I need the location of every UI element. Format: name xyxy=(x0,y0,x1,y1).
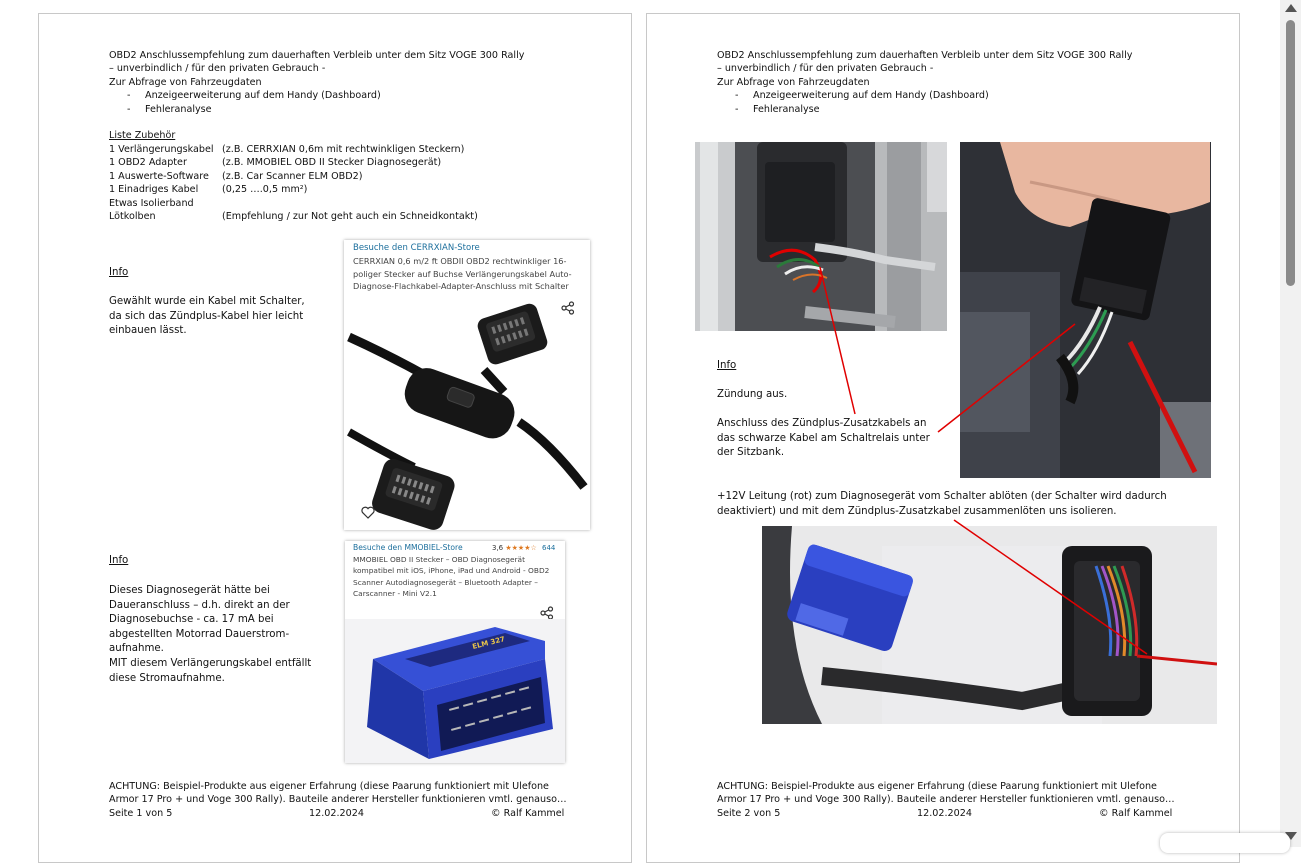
arrow-to-connector xyxy=(938,324,1075,432)
document-page-2: OBD2 Anschlussempfehlung zum dauerhaften Verbleib unter dem Sitz VOGE 300 Rally – unverbindlich / für den privaten Gebrauch - Zur Abfrage von Fahrzeugdaten - Anzeigeerweiterung auf dem Handy (Dashboard) - Fehleranalyse Info Zündung aus. Anschluss des Zündplus-Zusatzkabels an das schwarze Kabel am Schaltrelais unter der Sitzbank. +12V Leitung (rot) zum Diagnosegerät vom Schalter ablöten (der Schalter wird dadurch deaktiviert) und mit dem Zündplus-Zusatzkabel zusammenlöten uns isolieren. ACHTUNG: Beispiel-Produkte aus eigener Erfahrung (diese Paarung funktioniert mit Ulefone Armor 17 Pro + und Voge 300 Rally). Bauteile anderer Hersteller funktionieren vmtl. genauso… Seite 2 von 5 12.02.2024 © Ralf Kammel xyxy=(646,13,1240,863)
parts-row: Etwas Isolierband xyxy=(109,197,194,209)
ignition-note: Zündung aus. xyxy=(717,389,788,400)
review-count[interactable]: 644 xyxy=(542,544,556,552)
vertical-scrollbar[interactable] xyxy=(1280,0,1301,847)
parts-row: 1 Verlängerungskabel (z.B. CERRXIAN 0,6m mit rechtwinkligen Steckern) xyxy=(109,144,465,155)
footer-author: © Ralf Kammel xyxy=(491,808,565,819)
doc-purpose: Zur Abfrage von Fahrzeugdaten xyxy=(717,77,870,88)
annotation-arrows xyxy=(647,14,1241,864)
bottom-toolbar-popup[interactable] xyxy=(1160,833,1290,853)
doc-subtitle: – unverbindlich / für den privaten Gebrauch - xyxy=(109,63,326,74)
doc-title: OBD2 Anschlussempfehlung zum dauerhaften Verbleib unter dem Sitz VOGE 300 Rally xyxy=(109,50,525,61)
solder-note: +12V Leitung (rot) zum Diagnosegerät vom Schalter ablöten (der Schalter wird dadurch deaktiviert) und mit dem Zündplus-Zusatzkabel zusammenlöten uns isolieren. xyxy=(717,491,1167,517)
product-card-mmobiel xyxy=(345,541,565,763)
info-heading: Info xyxy=(109,267,129,278)
product-card-cerrxian xyxy=(344,240,590,530)
parts-list xyxy=(109,143,478,223)
obd-adapter-image xyxy=(345,619,565,763)
heart-icon[interactable] xyxy=(361,506,375,519)
doc-purpose: Zur Abfrage von Fahrzeugdaten xyxy=(109,77,262,88)
product-description: CERRXIAN 0,6 m/2 ft OBDII OBD2 rechtwinkliger 16- poliger Stecker auf Buchse Verlängerungskabel Auto- Diagnose-Flachkabel-Adapter-Anschluss mit Schalter xyxy=(353,256,572,292)
document-page-1: OBD2 Anschlussempfehlung zum dauerhaften Verbleib unter dem Sitz VOGE 300 Rally – unverbindlich / für den privaten Gebrauch - Zur Abfrage von Fahrzeugdaten - Anzeigeerweiterung auf dem Handy (Dashboard) - Fehleranalyse Liste Zubehör 1 Verlängerungskabel (z.B. CERRXIAN 0,6m mit rechtwinkligen Steckern) 1 OBD2 Adapter (z.B. MMOBIEL OBD II Stecker Diagnosegerät) 1 Auswerte-Software (z.B. Car Scanner ELM OBD2) 1 Einadriges Kabel (0,25 ….0,5 mm²) Etwas Isolierband Lötkolben (Empfehlung / zur Not geht auch ein Schneidkontakt) Info Gewählt wurde ein Kabel mit Schalter, da sich das Zündplus-Kabel hier leicht einbauen lässt. Besuche den CERRXIAN-Store CERRXIAN 0,6 m/2 ft OBDII OBD2 rechtwinkliger 16- poliger Stecker auf Buchse Verlängerungskabel Auto- Diagnose-Flachkabel-Adapter-Anschluss mit Schalter Info Dieses Diagnosegerät hätte bei Daueranschluss – d.h. direkt an der Diagnosebuchse - ca. 17 mA bei abgestellten Motorrad Dauerstrom- aufnahme. MIT diesem Verlängerungskabel entfällt diese Stromaufnahme. Besuche den MMOBIEL-Store 3,6 ★★★★☆ 644 MMOBIEL OBD II Stecker – OBD Diagnosegerät kompatibel mit iOS, iPhone, iPad und Android - OBD2 Scanner Autodiagnosegerät – Bluetooth Adapter – Carscanner - Mini V2.1 ELM 327 ACHTUNG: Beispiel-Produkte aus eigener Erfahrung (diese Paarung funktioniert mit Ulefone Armor 17 Pro + und Voge 300 Rally). Bauteile anderer Hersteller funktionieren vmtl. genauso… Seite 1 von 5 12.02.2024 © Ralf Kammel xyxy=(38,13,632,863)
store-link[interactable]: Besuche den MMOBIEL-Store xyxy=(353,543,463,552)
info-heading: Info xyxy=(109,555,129,566)
parts-row: 1 OBD2 Adapter (z.B. MMOBIEL OBD II Stecker Diagnosegerät) xyxy=(109,157,442,169)
page-number: Seite 1 von 5 xyxy=(109,808,173,819)
device-label: ELM 327 xyxy=(471,635,506,651)
store-link[interactable]: Besuche den CERRXIAN-Store xyxy=(353,243,480,253)
extension-cable-image xyxy=(344,292,590,530)
footer-warning: ACHTUNG: Beispiel-Produkte aus eigener Erfahrung (diese Paarung funktioniert mit Ulefone Armor 17 Pro + und Voge 300 Rally). Bauteile anderer Hersteller funktionieren vmtl. genauso… xyxy=(109,781,567,806)
share-icon[interactable] xyxy=(540,606,554,620)
scroll-up-icon[interactable] xyxy=(1285,4,1297,12)
connection-note: Anschluss des Zündplus-Zusatzkabels an das schwarze Kabel am Schaltrelais unter der Sitzbank. xyxy=(717,418,930,459)
arrow-to-relay xyxy=(820,267,855,414)
rating-stars: ★★★★☆ xyxy=(505,544,537,552)
footer-date: 12.02.2024 xyxy=(309,808,364,819)
parts-heading: Liste Zubehör xyxy=(109,130,176,141)
footer-date: 12.02.2024 xyxy=(917,808,972,819)
info-text: Gewählt wurde ein Kabel mit Schalter, da sich das Zündplus-Kabel hier leicht einbauen lässt. xyxy=(109,296,305,337)
parts-row: 1 Einadriges Kabel (0,25 ….0,5 mm²) xyxy=(109,184,308,196)
parts-row: Lötkolben (Empfehlung / zur Not geht auch ein Schneidkontakt) xyxy=(109,211,478,223)
product-rating: 3,6 ★★★★☆ 644 xyxy=(492,544,556,552)
parts-row: 1 Auswerte-Software (z.B. Car Scanner ELM OBD2) xyxy=(109,170,363,182)
info-heading: Info xyxy=(717,360,737,371)
page-number: Seite 2 von 5 xyxy=(717,808,781,819)
product-description: MMOBIEL OBD II Stecker – OBD Diagnosegerät kompatibel mit iOS, iPhone, iPad und Android - OBD2 Scanner Autodiagnosegerät – Bluetooth Adapter – Carscanner - Mini V2.1 xyxy=(353,555,550,599)
footer-warning: ACHTUNG: Beispiel-Produkte aus eigener Erfahrung (diese Paarung funktioniert mit Ulefone Armor 17 Pro + und Voge 300 Rally). Bauteile anderer Hersteller funktionieren vmtl. genauso… xyxy=(717,781,1175,806)
doc-subtitle: – unverbindlich / für den privaten Gebrauch - xyxy=(717,63,934,74)
footer-author: © Ralf Kammel xyxy=(1099,808,1173,819)
arrow-to-solder-joint xyxy=(954,520,1147,654)
doc-title: OBD2 Anschlussempfehlung zum dauerhaften Verbleib unter dem Sitz VOGE 300 Rally xyxy=(717,50,1133,61)
scrollbar-thumb[interactable] xyxy=(1286,20,1295,286)
info-text: Dieses Diagnosegerät hätte bei Daueranschluss – d.h. direkt an der Diagnosebuchse - ca. 17 mA bei abgestellten Motorrad Dauerstrom- aufnahme. MIT diesem Verlängerungskabel entfällt diese Stromaufnahme. xyxy=(109,585,312,684)
